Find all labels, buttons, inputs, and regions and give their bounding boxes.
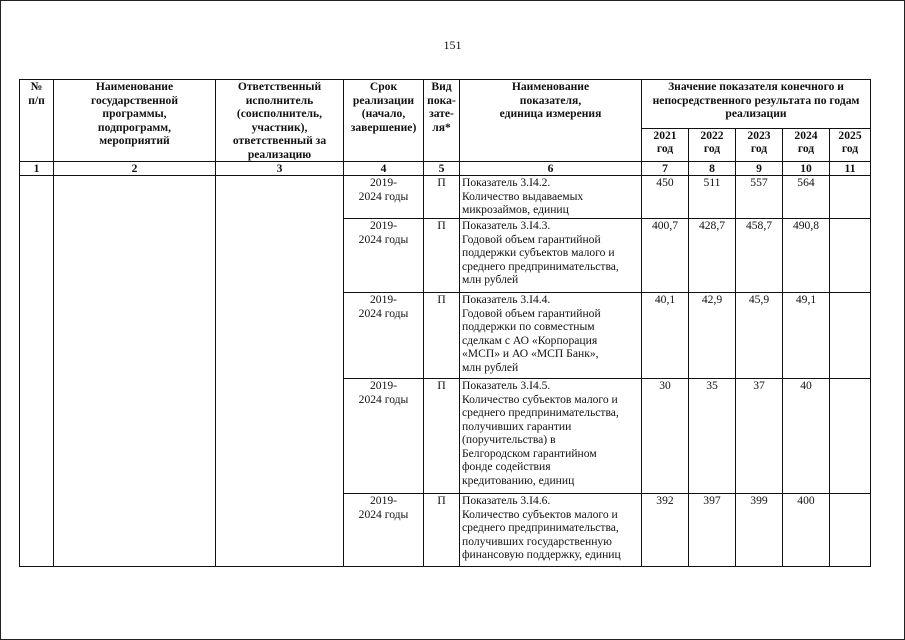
header-executor: Ответственный исполнитель (соисполнитель, участник), ответственный за реализацию — [216, 80, 344, 162]
header-year-2025: 2025 год — [830, 128, 871, 161]
value-cell: 37 — [736, 379, 783, 494]
executor-cell — [216, 176, 344, 567]
value-cell: 35 — [689, 379, 736, 494]
header-num: № п/п — [20, 80, 54, 162]
column-number: 6 — [460, 162, 642, 176]
column-number: 2 — [54, 162, 216, 176]
value-cell: 392 — [642, 494, 689, 567]
value-cell: 40 — [783, 379, 830, 494]
value-cell: 428,7 — [689, 219, 736, 293]
value-cell: 45,9 — [736, 293, 783, 379]
table-row — [20, 176, 871, 219]
program-name-cell — [54, 176, 216, 567]
header-indicator-type: Вид пока- зате- ля* — [424, 80, 460, 162]
column-number: 5 — [424, 162, 460, 176]
header-year-2024: 2024 год — [783, 128, 830, 161]
column-number-row — [20, 162, 871, 176]
indicator-cell: Показатель 3.I4.5. Количество субъектов малого и среднего предпринимательства, получивших гарантии (поручительства) в Белгородском гарантийном фонде содействия кредитованию, единиц — [460, 379, 642, 494]
type-cell: П — [424, 176, 460, 219]
header-indicator-name: Наименование показателя, единица измерения — [460, 80, 642, 162]
header-term: Срок реализации (начало, завершение) — [344, 80, 424, 162]
value-cell — [830, 379, 871, 494]
value-cell: 557 — [736, 176, 783, 219]
value-cell: 564 — [783, 176, 830, 219]
header-year-2022: 2022 год — [689, 128, 736, 161]
value-cell — [830, 494, 871, 567]
column-number: 8 — [689, 162, 736, 176]
value-cell — [830, 219, 871, 293]
type-cell: П — [424, 219, 460, 293]
value-cell: 399 — [736, 494, 783, 567]
term-cell: 2019- 2024 годы — [344, 176, 424, 219]
value-cell: 400 — [783, 494, 830, 567]
value-cell: 450 — [642, 176, 689, 219]
value-cell — [830, 176, 871, 219]
indicator-cell: Показатель 3.I4.2. Количество выдаваемых микрозаймов, единиц — [460, 176, 642, 219]
term-cell: 2019- 2024 годы — [344, 494, 424, 567]
value-cell: 30 — [642, 379, 689, 494]
value-cell: 511 — [689, 176, 736, 219]
value-cell: 397 — [689, 494, 736, 567]
value-cell: 40,1 — [642, 293, 689, 379]
indicator-cell: Показатель 3.I4.6. Количество субъектов малого и среднего предпринимательства, получивших государственную финансовую поддержку, единиц — [460, 494, 642, 567]
header-year-2021: 2021 год — [642, 128, 689, 161]
type-cell: П — [424, 379, 460, 494]
value-cell: 42,9 — [689, 293, 736, 379]
value-cell: 400,7 — [642, 219, 689, 293]
header-year-2023: 2023 год — [736, 128, 783, 161]
term-cell: 2019- 2024 годы — [344, 379, 424, 494]
column-number: 10 — [783, 162, 830, 176]
indicator-cell: Показатель 3.I4.3. Годовой объем гарантийной поддержки субъектов малого и среднего предпринимательства, млн рублей — [460, 219, 642, 293]
value-cell: 458,7 — [736, 219, 783, 293]
indicator-cell: Показатель 3.I4.4. Годовой объем гарантийной поддержки по совместным сделкам с АО «Корпорация «МСП» и АО «МСП Банк», млн рублей — [460, 293, 642, 379]
header-program-name: Наименование государственной программы, подпрограмм, мероприятий — [54, 80, 216, 162]
type-cell: П — [424, 293, 460, 379]
column-number: 1 — [20, 162, 54, 176]
num-cell — [20, 176, 54, 567]
value-cell — [830, 293, 871, 379]
term-cell: 2019- 2024 годы — [344, 293, 424, 379]
type-cell: П — [424, 494, 460, 567]
value-cell: 49,1 — [783, 293, 830, 379]
column-number: 3 — [216, 162, 344, 176]
column-number: 4 — [344, 162, 424, 176]
column-number: 9 — [736, 162, 783, 176]
header-values-group: Значение показателя конечного и непосредственного результата по годам реализации — [642, 80, 871, 129]
term-cell: 2019- 2024 годы — [344, 219, 424, 293]
column-number: 11 — [830, 162, 871, 176]
page-number: 151 — [443, 38, 462, 52]
indicator-table — [19, 79, 871, 567]
value-cell: 490,8 — [783, 219, 830, 293]
column-number: 7 — [642, 162, 689, 176]
